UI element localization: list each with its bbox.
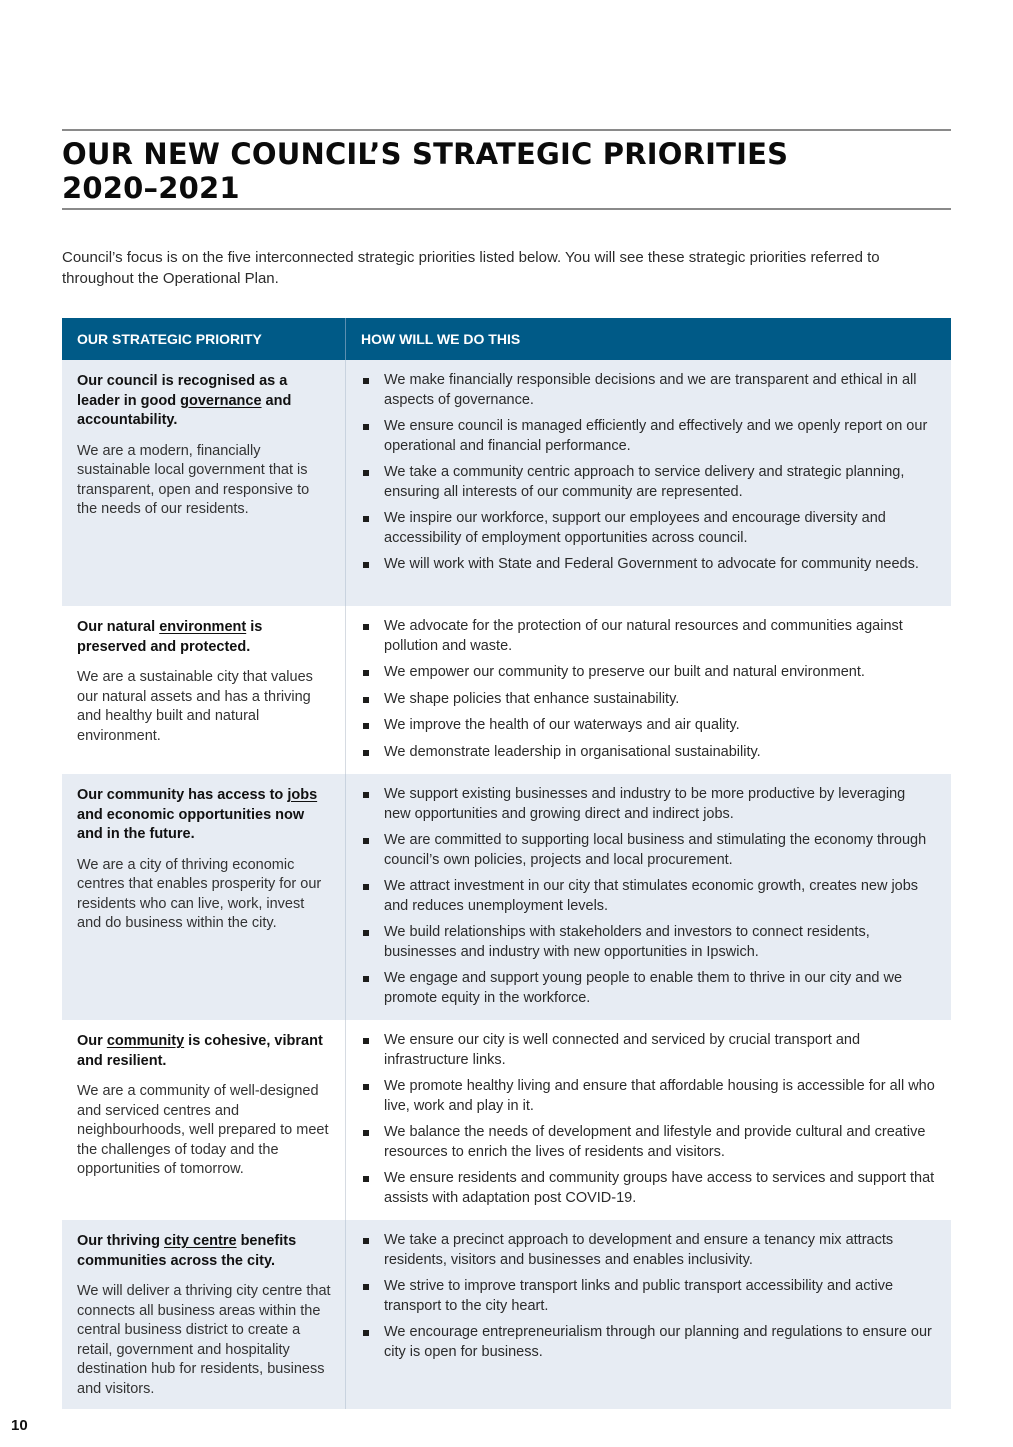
- list-item: [361, 969, 935, 1008]
- list-item: [361, 877, 935, 916]
- list-item: [361, 1231, 935, 1270]
- actions-cell: [346, 1020, 951, 1220]
- priority-description: We are a sustainable city that values our natural assets and has a thriving and healthy built and natural environment.: [77, 669, 313, 744]
- actions-cell: [346, 1220, 951, 1409]
- intro-paragraph: Council’s focus is on the five interconnected strategic priorities listed below. You will see these strategic priorities referred to throughout the Operational Plan.: [62, 249, 880, 287]
- table-header: [62, 318, 951, 360]
- page-title-line-2: 2020–2021: [62, 171, 240, 205]
- table-row: [62, 774, 951, 1020]
- priority-heading: [77, 786, 331, 845]
- square-bullet-icon: [363, 838, 369, 844]
- square-bullet-icon: [363, 697, 369, 703]
- header-how-will-we-do-this: HOW WILL WE DO THIS: [361, 331, 521, 347]
- square-bullet-icon: [363, 1284, 369, 1290]
- actions-list: [361, 1031, 935, 1208]
- square-bullet-icon: [363, 884, 369, 890]
- priority-keyword: governance: [180, 392, 262, 409]
- list-item-text: We inspire our workforce, support our employees and encourage diversity and accessibility of employment opportunities across council.: [384, 510, 886, 546]
- list-item-text: We support existing businesses and industry to be more productive by leveraging new opportunities and growing direct and indirect jobs.: [384, 786, 906, 822]
- square-bullet-icon: [363, 930, 369, 936]
- priority-heading: [77, 372, 331, 431]
- square-bullet-icon: [363, 424, 369, 430]
- actions-list: [361, 617, 935, 762]
- priority-heading-text: Our council is recognised as a leader in good: [77, 373, 288, 409]
- square-bullet-icon: [363, 516, 369, 522]
- list-item: [361, 785, 935, 824]
- page-number: 10: [11, 1417, 28, 1434]
- table-row: [62, 1220, 951, 1409]
- list-item-text: We advocate for the protection of our natural resources and communities against pollution and waste.: [384, 618, 903, 654]
- priority-cell: [62, 606, 346, 774]
- square-bullet-icon: [363, 723, 369, 729]
- list-item: [361, 1123, 935, 1162]
- priority-description: We will deliver a thriving city centre that connects all business areas within the central business district to create a retail, government and hospitality destination hub for residents, business and visitors.: [77, 1283, 331, 1397]
- priority-heading-text: is cohesive, vibrant and resilient.: [77, 1033, 323, 1069]
- priority-heading-text: is preserved and protected.: [77, 619, 263, 655]
- actions-list: [361, 371, 935, 575]
- priority-heading-text: Our: [77, 1033, 107, 1049]
- priority-heading-text: Our natural: [77, 619, 160, 635]
- priority-description: We are a community of well-designed and serviced centres and neighbourhoods, well prepared to meet the challenges of today and the opportunities of tomorrow.: [77, 1083, 329, 1177]
- priority-heading: [77, 1232, 331, 1271]
- priority-heading: [77, 1032, 331, 1071]
- header-strategic-priority: OUR STRATEGIC PRIORITY: [62, 318, 346, 360]
- square-bullet-icon: [363, 470, 369, 476]
- priorities-table: [62, 318, 951, 1409]
- list-item: [361, 831, 935, 870]
- list-item-text: We ensure our city is well connected and serviced by crucial transport and infrastructure links.: [384, 1032, 861, 1068]
- list-item: [361, 509, 935, 548]
- list-item-text: We empower our community to preserve our built and natural environment.: [384, 664, 865, 680]
- list-item: [361, 417, 935, 456]
- table-row: [62, 360, 951, 606]
- list-item-text: We make financially responsible decisions and we are transparent and ethical in all aspects of governance.: [384, 372, 917, 408]
- page-title-line-1: OUR NEW COUNCIL’S STRATEGIC PRIORITIES: [62, 137, 789, 171]
- priority-keyword: jobs: [287, 787, 318, 803]
- list-item-text: We demonstrate leadership in organisational sustainability.: [384, 743, 761, 760]
- list-item-text: We take a precinct approach to development and ensure a tenancy mix attracts residents, visitors and businesses and enables inclusivity.: [384, 1232, 894, 1268]
- priority-cell: [62, 360, 346, 606]
- list-item-text: We shape policies that enhance sustainability.: [384, 690, 680, 707]
- square-bullet-icon: [363, 562, 369, 568]
- square-bullet-icon: [363, 1176, 369, 1182]
- square-bullet-icon: [363, 1130, 369, 1136]
- priority-cell: [62, 1020, 346, 1220]
- list-item: [361, 463, 935, 502]
- table-row: [62, 1020, 951, 1220]
- table-body: [62, 360, 951, 1409]
- list-item: [361, 1323, 935, 1362]
- list-item-text: We build relationships with stakeholders and investors to connect residents, businesses and industry with new opportunities in Ipswich.: [384, 924, 870, 960]
- actions-list: [361, 1231, 935, 1362]
- priority-heading-text: Our thriving: [77, 1233, 164, 1249]
- square-bullet-icon: [363, 1330, 369, 1336]
- priority-heading-text: Our community has access to: [77, 787, 288, 803]
- list-item-text: We encourage entrepreneurialism through our planning and regulations to ensure our city is open for business.: [384, 1324, 932, 1360]
- priority-heading: [77, 618, 331, 657]
- list-item: [361, 716, 935, 736]
- page-title: [62, 137, 951, 205]
- list-item: [361, 663, 935, 683]
- list-item-text: We are committed to supporting local business and stimulating the economy through council’s own policies, projects and local procurement.: [384, 832, 927, 868]
- list-item: [361, 690, 935, 710]
- list-item: [361, 743, 935, 763]
- title-rule-top: [62, 129, 951, 131]
- priority-cell: [62, 774, 346, 1020]
- list-item-text: We promote healthy living and ensure that affordable housing is accessible for all who live, work and play in it.: [384, 1078, 935, 1114]
- square-bullet-icon: [363, 1238, 369, 1244]
- list-item-text: We strive to improve transport links and public transport accessibility and active transport to the city heart.: [384, 1278, 894, 1314]
- square-bullet-icon: [363, 976, 369, 982]
- table-row: [62, 606, 951, 774]
- square-bullet-icon: [363, 1084, 369, 1090]
- priority-keyword: environment: [159, 619, 247, 635]
- priority-keyword: city centre: [164, 1233, 237, 1249]
- list-item: [361, 923, 935, 962]
- list-item: [361, 1277, 935, 1316]
- actions-list: [361, 785, 935, 1008]
- list-item-text: We improve the health of our waterways and air quality.: [384, 717, 740, 733]
- square-bullet-icon: [363, 670, 369, 676]
- list-item-text: We engage and support young people to enable them to thrive in our city and we promote equity in the workforce.: [384, 970, 903, 1006]
- priority-description: We are a modern, financially sustainable local government that is transparent, open and responsive to the needs of our residents.: [77, 442, 310, 517]
- square-bullet-icon: [363, 750, 369, 756]
- square-bullet-icon: [363, 624, 369, 630]
- actions-cell: [346, 774, 951, 1020]
- list-item-text: We ensure residents and community groups have access to services and support that assists with adaptation post COVID-19.: [384, 1170, 935, 1206]
- list-item: [361, 617, 935, 656]
- list-item: [361, 555, 935, 575]
- priority-keyword: community: [106, 1033, 185, 1049]
- square-bullet-icon: [363, 792, 369, 798]
- priority-heading-text: and economic opportunities now and in the future.: [77, 806, 305, 842]
- list-item-text: We balance the needs of development and lifestyle and provide cultural and creative resources to enrich the lives of residents and visitors.: [384, 1124, 926, 1160]
- title-rule-bottom: [62, 208, 951, 210]
- priority-heading-text: benefits communities across the city.: [77, 1233, 297, 1269]
- square-bullet-icon: [363, 378, 369, 384]
- priority-heading-text: and accountability.: [77, 392, 292, 428]
- list-item-text: We ensure council is managed efficiently and effectively and we openly report on our operational and financial performance.: [384, 418, 928, 454]
- priority-cell: [62, 1220, 346, 1409]
- square-bullet-icon: [363, 1038, 369, 1044]
- list-item: [361, 371, 935, 410]
- list-item: [361, 1077, 935, 1116]
- list-item: [361, 1031, 935, 1070]
- actions-cell: [346, 360, 951, 606]
- list-item: [361, 1169, 935, 1208]
- list-item-text: We will work with State and Federal Government to advocate for community needs.: [384, 556, 919, 572]
- list-item-text: We take a community centric approach to service delivery and strategic planning, ensuring all interests of our community are represented.: [384, 464, 905, 500]
- priority-description: We are a city of thriving economic centres that enables prosperity for our residents who can live, work, invest and do business within the city.: [77, 856, 322, 931]
- actions-cell: [346, 606, 951, 774]
- list-item-text: We attract investment in our city that stimulates economic growth, creates new jobs and reduces unemployment levels.: [384, 878, 919, 914]
